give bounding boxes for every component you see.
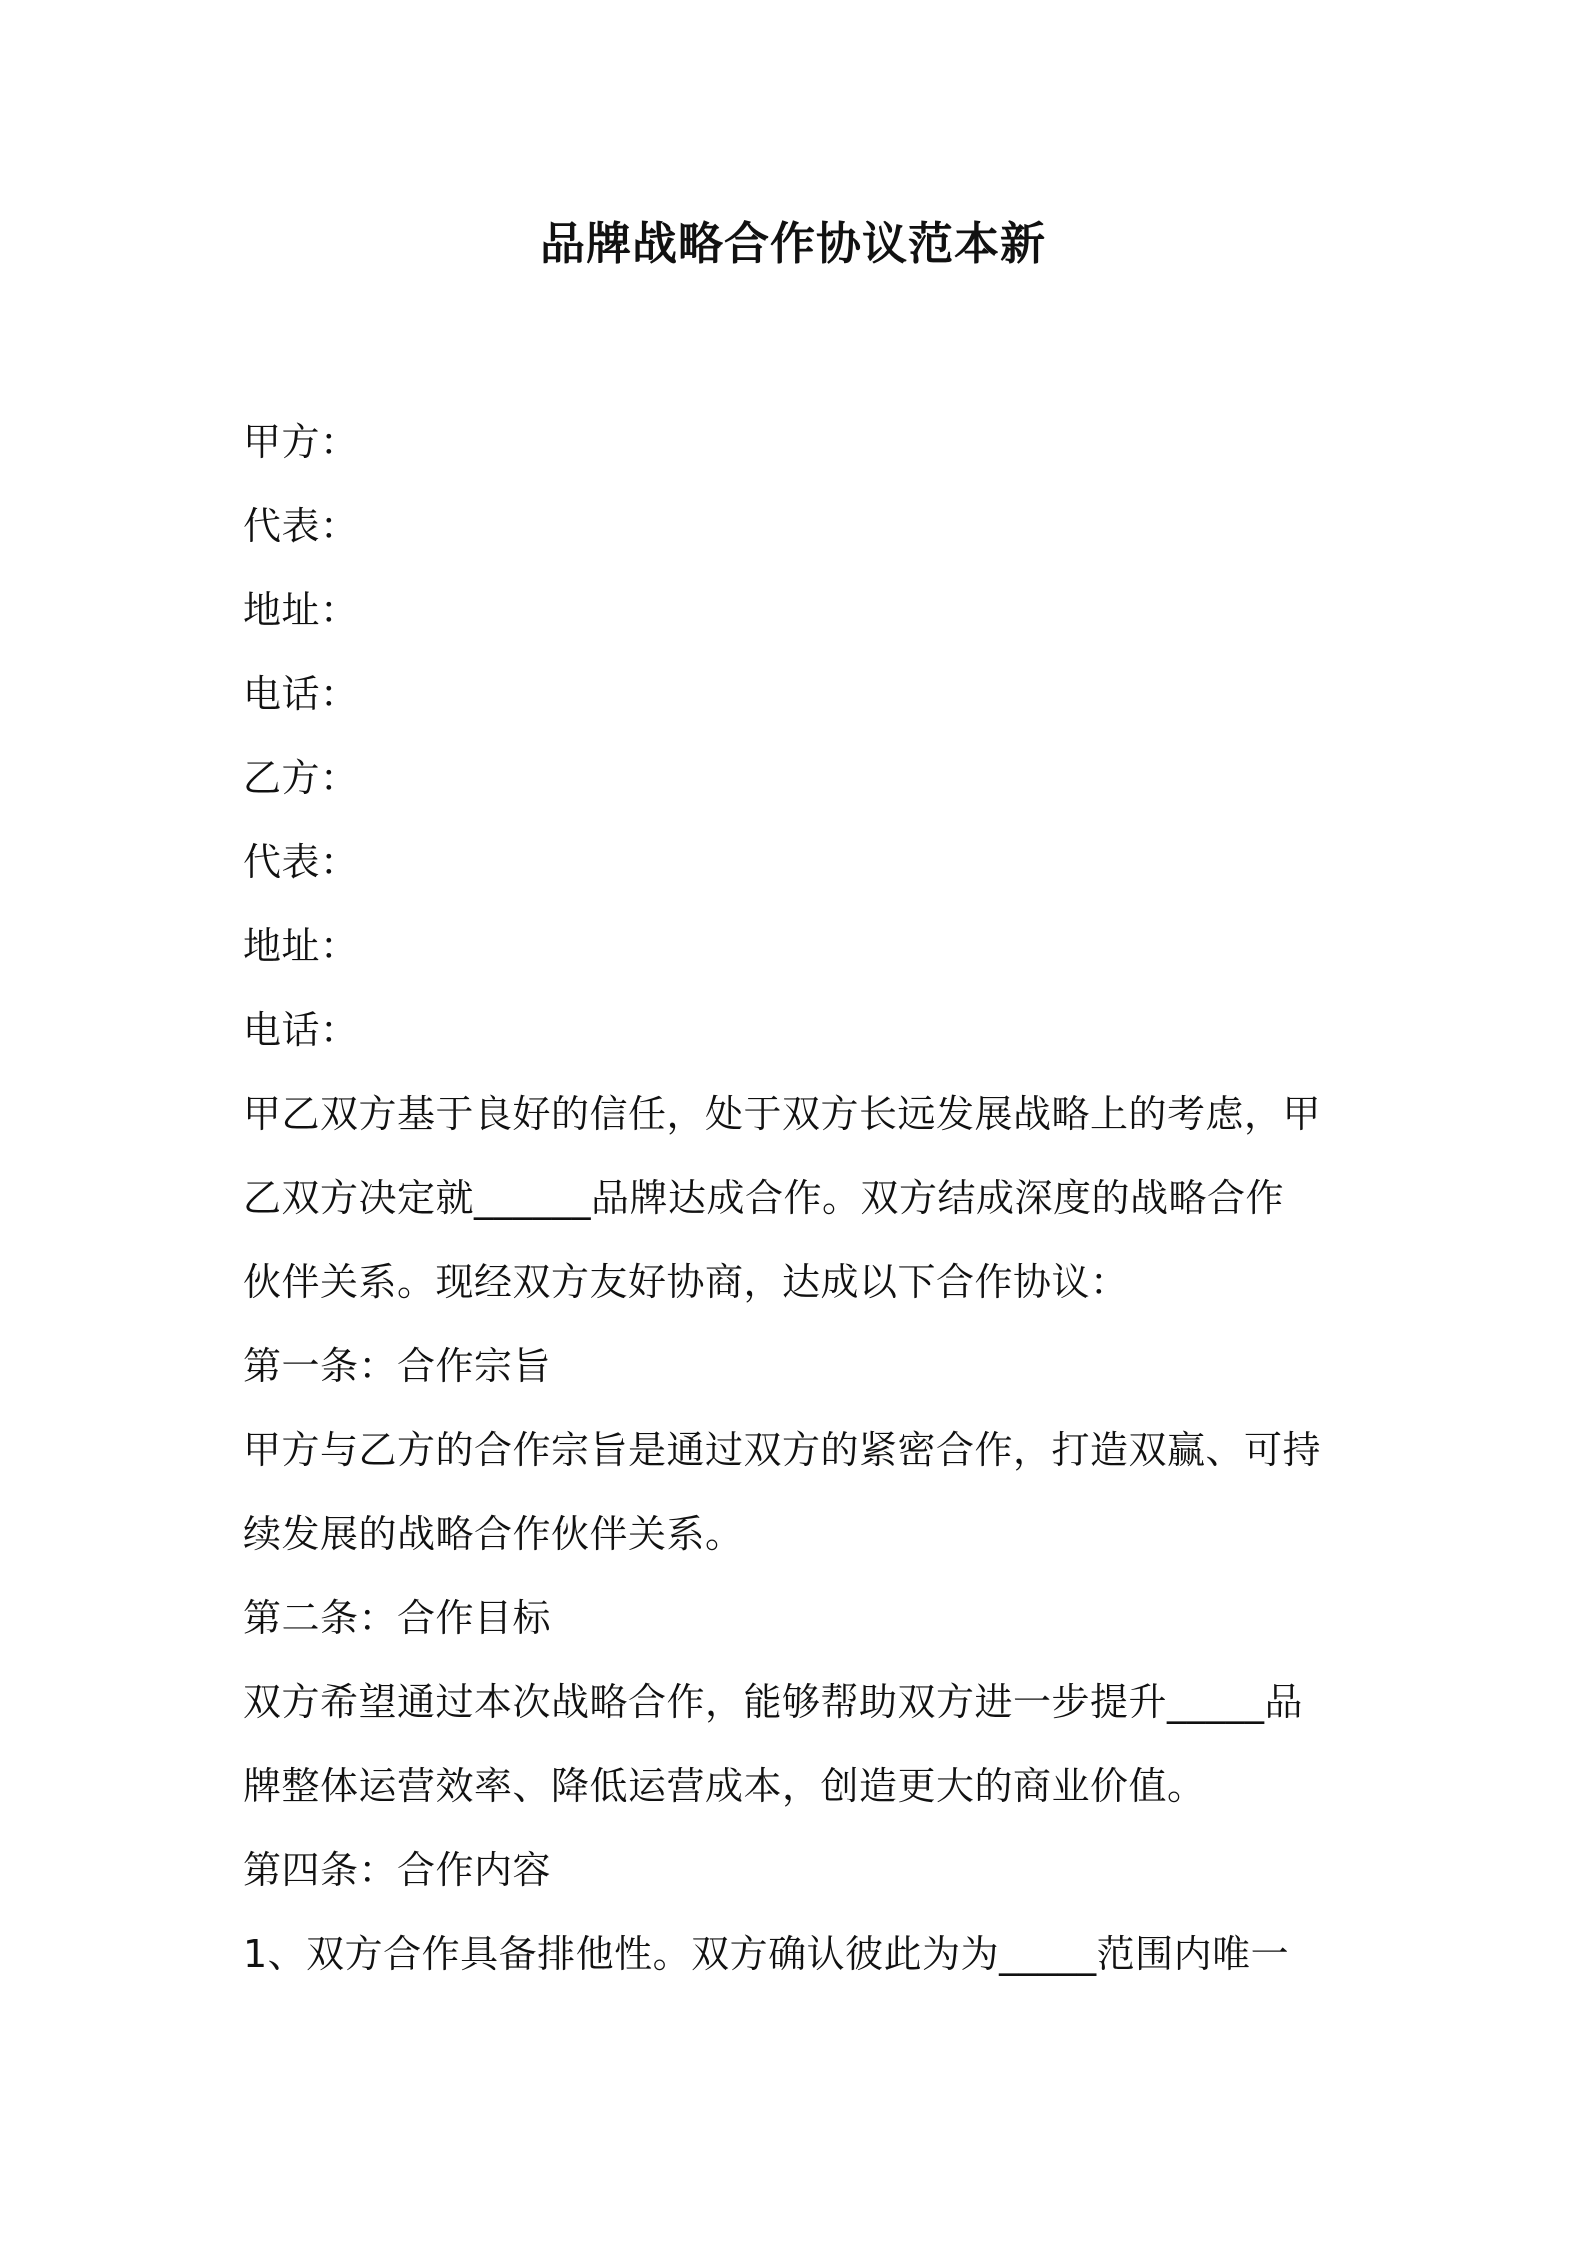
article-2-heading: 第二条：合作目标 xyxy=(243,1596,552,1640)
preamble-line: 乙双方决定就______品牌达成合作。双方结成深度的战略合作 xyxy=(243,1176,1285,1220)
party-a-representative-field xyxy=(243,484,1355,568)
party-a-label: 甲方： xyxy=(243,420,359,464)
document-title: 品牌战略合作协议范本新 xyxy=(539,217,1046,270)
preamble-line: 甲乙双方基于良好的信任，处于双方长远发展战略上的考虑，甲 xyxy=(243,1092,1322,1136)
party-a-address-label: 地址： xyxy=(243,588,359,632)
article-2-line: 牌整体运营效率、降低运营成本，创造更大的商业价值。 xyxy=(243,1764,1206,1808)
article-4-line: 1、双方合作具备排他性。双方确认彼此为为_____范围内唯一 xyxy=(243,1932,1290,1976)
preamble-line: 伙伴关系。现经双方友好协商，达成以下合作协议： xyxy=(243,1260,1129,1304)
party-b-phone-label: 电话： xyxy=(243,1008,359,1052)
party-b-address-label: 地址： xyxy=(243,924,359,968)
party-a-phone-field xyxy=(243,652,1355,736)
article-1-line: 甲方与乙方的合作宗旨是通过双方的紧密合作，打造双赢、可持 xyxy=(243,1428,1322,1472)
party-b-representative-label: 代表： xyxy=(243,840,359,884)
party-a-phone-label: 电话： xyxy=(243,672,359,716)
article-1-heading: 第一条：合作宗旨 xyxy=(243,1344,552,1388)
article-1-line: 续发展的战略合作伙伴关系。 xyxy=(243,1512,744,1556)
party-a-field xyxy=(243,400,1355,484)
party-b-address-field xyxy=(243,904,1355,988)
party-b-label: 乙方： xyxy=(243,756,359,800)
party-a-address-field xyxy=(243,568,1355,652)
article-4-heading: 第四条：合作内容 xyxy=(243,1848,552,1892)
document-body xyxy=(243,400,1355,1996)
article-2-line: 双方希望通过本次战略合作，能够帮助双方进一步提升_____品 xyxy=(243,1680,1304,1724)
party-a-representative-label: 代表： xyxy=(243,504,359,548)
party-b-field xyxy=(243,736,1355,820)
party-b-phone-field xyxy=(243,988,1355,1072)
party-b-representative-field xyxy=(243,820,1355,904)
